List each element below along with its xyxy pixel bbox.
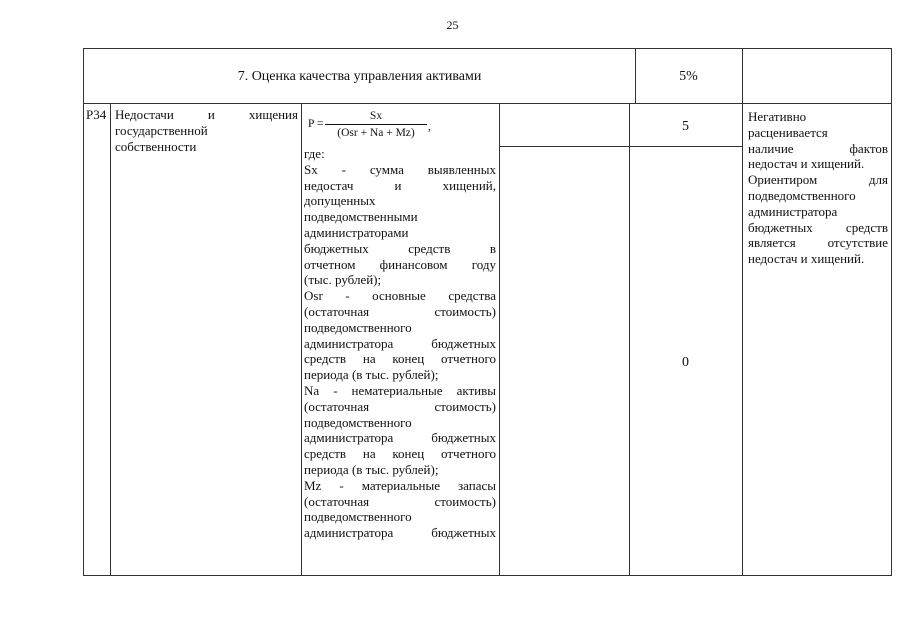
criterion-line: Негативно <box>748 109 807 124</box>
formula-description <box>304 146 496 541</box>
desc-line: отчетном финансовом году <box>304 256 496 272</box>
criterion-line: недостач и хищений. <box>748 156 865 172</box>
desc-line: Na - нематериальные активы <box>304 382 496 398</box>
desc-line: (остаточная стоимость) <box>304 303 496 319</box>
column-divider <box>110 103 111 575</box>
desc-line: средств на конец отчетного <box>304 351 496 367</box>
criterion-line: Ориентиром для <box>748 172 888 188</box>
desc-line: подведомственного <box>304 509 412 525</box>
desc-line: периода (в тыс. рублей); <box>304 461 439 477</box>
desc-line: Mz - материальные запасы <box>304 477 496 493</box>
formula-fraction <box>325 110 427 139</box>
desc-line: (остаточная стоимость) <box>304 398 496 414</box>
criterion-line: подведомственного <box>748 187 856 203</box>
desc-line: подведомственного <box>304 414 412 430</box>
rating-table <box>83 48 892 576</box>
desc-line: допущенных <box>304 193 376 209</box>
criterion-text <box>748 109 888 267</box>
indicator-name-line: собственности <box>115 138 197 154</box>
criterion-line: администратора <box>748 203 838 219</box>
score-divider <box>499 146 743 147</box>
section-title: 7. Оценка качества управления активами <box>237 69 482 84</box>
desc-line: администратора бюджетных <box>304 335 496 351</box>
formula-tail: , <box>428 121 431 133</box>
row-divider <box>84 103 891 104</box>
column-divider <box>629 103 630 575</box>
column-divider <box>742 49 743 575</box>
desc-line: недостач и хищений, <box>304 177 496 193</box>
desc-line: периода (в тыс. рублей); <box>304 367 439 383</box>
score-max: 5 <box>682 119 689 134</box>
desc-line: бюджетных средств в <box>304 240 496 256</box>
desc-line: Sx - сумма выявленных <box>304 161 496 177</box>
criterion-line: расценивается <box>748 124 828 140</box>
indicator-name-line: Недостачи и хищения <box>115 107 298 122</box>
desc-line: администраторами <box>304 224 409 240</box>
desc-line: администратора бюджетных <box>304 525 496 541</box>
desc-line: где: <box>304 146 325 161</box>
desc-line: подведомственного <box>304 319 412 335</box>
formula <box>304 107 499 145</box>
indicator-code: P34 <box>86 107 107 122</box>
desc-line: средств на конец отчетного <box>304 446 496 462</box>
indicator-name-line: государственной <box>115 122 208 138</box>
column-divider <box>301 103 302 575</box>
criterion-line: бюджетных средств <box>748 219 888 235</box>
desc-line: (остаточная стоимость) <box>304 493 496 509</box>
formula-numerator: Sx <box>325 110 427 125</box>
section-weight: 5% <box>679 69 698 84</box>
column-divider <box>499 103 500 575</box>
criterion-line: наличие фактов <box>748 140 888 156</box>
desc-line: (тыс. рублей); <box>304 272 382 288</box>
desc-line: Osr - основные средства <box>304 288 496 304</box>
page-number: 25 <box>446 18 459 32</box>
formula-lhs: P = <box>308 118 324 130</box>
desc-line: администратора бюджетных <box>304 430 496 446</box>
criterion-line: недостач и хищений. <box>748 251 865 267</box>
indicator-name <box>115 107 298 154</box>
desc-line: подведомственными <box>304 209 418 225</box>
score-min: 0 <box>682 355 689 370</box>
formula-denominator: (Osr + Na + Mz) <box>337 127 415 139</box>
criterion-line: является отсутствие <box>748 235 888 251</box>
